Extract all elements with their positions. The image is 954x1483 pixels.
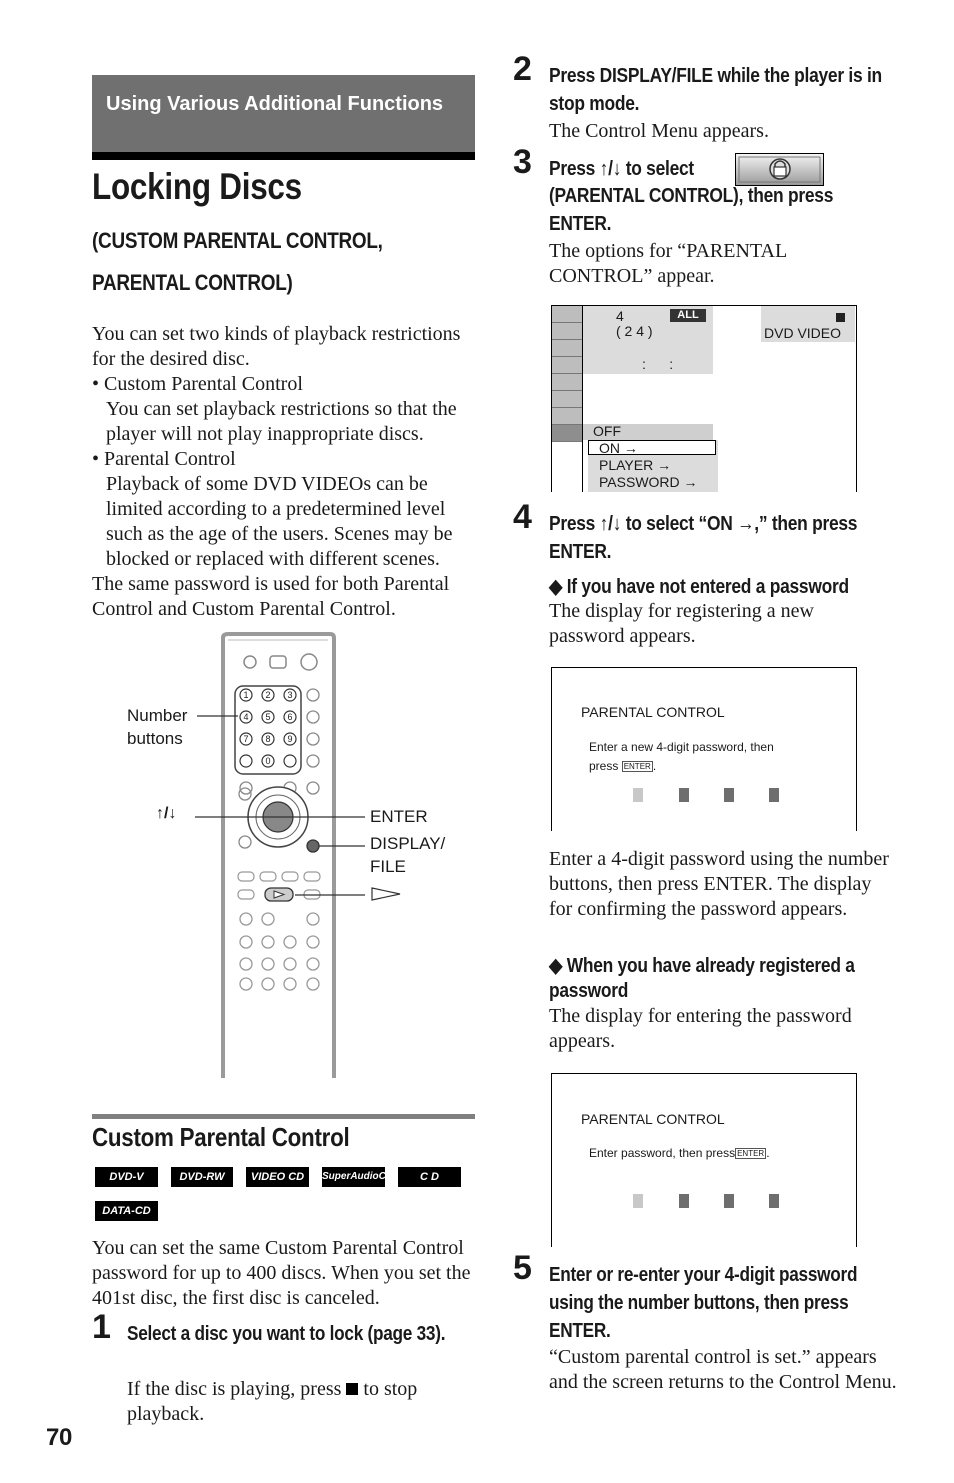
step-body-part: If the disc is playing, press xyxy=(127,1378,342,1400)
svg-text:7: 7 xyxy=(243,734,249,744)
section-rule xyxy=(92,1114,475,1119)
step-body: The display for registering a new password appears. xyxy=(549,600,814,647)
option-player[interactable]: PLAYER → xyxy=(599,457,672,473)
label-line: DISPLAY/ xyxy=(370,834,446,853)
enter-key-icon: ENTER xyxy=(623,762,651,772)
password-digit-slot xyxy=(679,788,689,802)
svg-text:5: 5 xyxy=(265,712,271,722)
step-heading: Select a disc you want to lock (page 33). xyxy=(127,1323,446,1345)
step-body xyxy=(127,1377,467,1427)
label-line: Number xyxy=(127,706,188,725)
svg-text:6: 6 xyxy=(287,712,293,722)
label-line: FILE xyxy=(370,857,406,876)
badge-data-cd: DATA-CD xyxy=(95,1201,158,1221)
option-password[interactable]: PASSWORD → xyxy=(599,474,698,490)
bullet-text: You can set playback restrictions so that the player will not play inappropriate discs. xyxy=(106,398,457,445)
step-body: Enter a 4-digit password using the number buttons, then press ENTER. The display for confirming the password appears. xyxy=(549,848,889,920)
menu-time: : : xyxy=(642,356,674,372)
enter-key-icon: ENTER xyxy=(737,1149,765,1159)
badge-super-audio-cd: SuperAudioCD xyxy=(322,1167,385,1187)
new-password-screen xyxy=(551,667,857,831)
page-subtitle: (CUSTOM PARENTAL CONTROL, PARENTAL CONTROL) xyxy=(92,228,383,295)
section-header xyxy=(92,75,475,160)
screen-line: Enter a new 4-digit password, then xyxy=(589,740,774,754)
section-title: Custom Parental Control xyxy=(92,1122,350,1152)
badge-video-cd: VIDEO CD xyxy=(246,1167,309,1187)
option-off[interactable]: OFF xyxy=(593,423,621,439)
stop-indicator-icon xyxy=(836,313,845,322)
menu-disc-type: DVD VIDEO xyxy=(764,325,842,341)
sub-heading: ◆ When you have already registered a password xyxy=(549,955,855,1002)
option-on[interactable]: ON → xyxy=(588,440,716,455)
password-digit-slot xyxy=(633,788,643,802)
step-heading: Press DISPLAY/FILE while the player is in stop mode. xyxy=(549,65,882,115)
step-heading: Enter or re-enter your 4-digit password using the number buttons, then press ENTER. xyxy=(549,1264,858,1342)
step-body-part: to stop playback. xyxy=(127,1378,418,1425)
password-digit-slot xyxy=(633,1194,643,1208)
screen-line-text: press xyxy=(589,759,619,773)
page-title: Locking Discs xyxy=(92,166,302,207)
step-heading: Press ↑/↓ to select “ON →,” then press ENTER. xyxy=(549,513,858,563)
svg-text:3: 3 xyxy=(287,690,293,700)
label-line: buttons xyxy=(127,729,183,748)
badge-dvd-rw: DVD-RW xyxy=(171,1167,233,1187)
svg-text:4: 4 xyxy=(243,712,249,722)
bullet-title: • Custom Parental Control xyxy=(92,373,303,395)
bullet-text: Playback of some DVD VIDEOs can be limited according to a predetermined level such as the age of the users. Scenes may be blocked or replaced with different scenes. xyxy=(106,473,453,570)
screen-title: PARENTAL CONTROL xyxy=(581,1111,725,1127)
label-arrows: ↑/↓ xyxy=(156,805,177,822)
step-body: “Custom parental control is set.” appears and the screen returns to the Control Menu. xyxy=(549,1346,897,1393)
screen-line: press ENTER . xyxy=(589,759,657,773)
step-body: The Control Menu appears. xyxy=(549,120,769,142)
step-body: The options for “PARENTAL CONTROL” appear. xyxy=(549,240,787,287)
sub-heading: ◆ If you have not entered a password xyxy=(549,576,849,598)
cpc-body-text: You can set the same Custom Parental Control password for up to 400 discs. When you set the 401st disc, the first disc is canceled. xyxy=(92,1237,471,1309)
screen-title: PARENTAL CONTROL xyxy=(581,704,725,720)
enter-password-screen xyxy=(551,1073,857,1247)
label-enter: ENTER xyxy=(370,807,428,826)
section-header-text: Using Various Additional Functions xyxy=(106,93,444,115)
label-number-buttons xyxy=(127,704,187,750)
password-digit-slot xyxy=(679,1194,689,1208)
step-heading: Press ↑/↓ to select xyxy=(549,158,694,180)
svg-text:2: 2 xyxy=(265,690,271,700)
step-number: 4 xyxy=(513,498,532,536)
step-number: 3 xyxy=(513,143,532,181)
step-heading: (PARENTAL CONTROL), then press ENTER. xyxy=(549,185,834,235)
svg-text:9: 9 xyxy=(287,734,293,744)
screen-line-text: Enter password, then press xyxy=(589,1146,736,1160)
password-digit-slot xyxy=(724,788,734,802)
svg-text:0: 0 xyxy=(265,756,271,766)
badge-cd: C D xyxy=(398,1167,461,1187)
intro-paragraph: The same password is used for both Parental Control and Custom Parental Control. xyxy=(92,573,450,620)
step-number: 1 xyxy=(92,1308,111,1346)
menu-icon-column xyxy=(552,306,583,492)
svg-text:1: 1 xyxy=(243,690,249,700)
step-number: 5 xyxy=(513,1249,532,1287)
intro-paragraph: You can set two kinds of playback restrictions for the desired disc. xyxy=(92,323,461,370)
menu-chapter-count: ( 2 4 ) xyxy=(616,323,653,339)
label-display-file xyxy=(370,832,445,878)
page-number: 70 xyxy=(46,1424,73,1451)
screen-line: Enter password, then press ENTER . xyxy=(589,1146,770,1160)
step-body: The display for entering the password appears. xyxy=(549,1005,852,1052)
intro-text xyxy=(92,322,477,622)
password-digit-slot xyxy=(769,1194,779,1208)
badge-dvd-v: DVD-V xyxy=(95,1167,158,1187)
menu-all-badge: ALL xyxy=(670,309,706,322)
control-menu-screen xyxy=(551,305,857,492)
stop-symbol-icon xyxy=(346,1383,358,1395)
menu-title-num: 4 xyxy=(616,308,624,324)
password-digit-slot xyxy=(769,788,779,802)
password-digit-slot xyxy=(724,1194,734,1208)
bullet-title: • Parental Control xyxy=(92,448,236,470)
svg-text:8: 8 xyxy=(265,734,271,744)
step-number: 2 xyxy=(513,50,532,88)
